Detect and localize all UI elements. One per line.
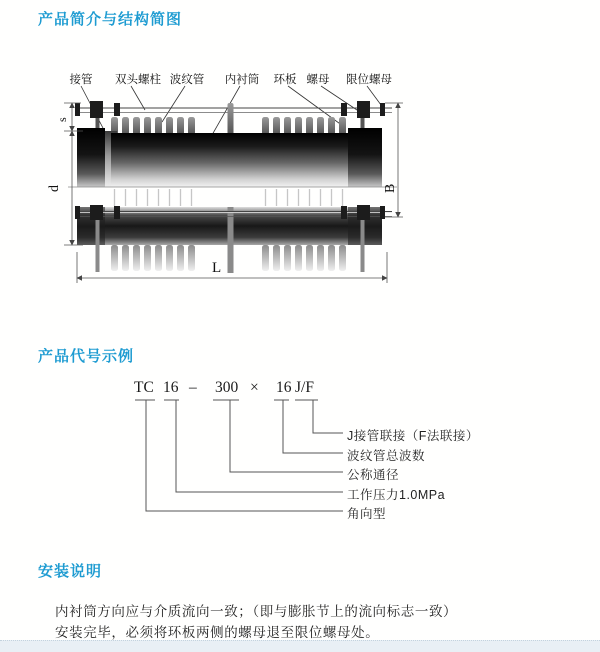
- install-instruction-1: 内衬筒方向应与介质流向一致；（即与膨胀节上的流向标志一致）: [55, 604, 458, 619]
- install-instruction-2: 安装完毕，必须将环板两侧的螺母退至限位螺母处。: [55, 625, 380, 640]
- page-bottom-strip: [0, 640, 600, 652]
- section-title-install: 安装说明: [38, 563, 103, 580]
- label-bellows: 波纹管: [169, 74, 205, 86]
- expansion-joint-structure-diagram: [35, 60, 465, 310]
- code-token-connection: J/F: [295, 379, 314, 396]
- dim-label-B: B: [383, 183, 398, 193]
- callout-angular-type: 角向型: [347, 507, 387, 521]
- dim-label-d: d: [47, 185, 62, 192]
- callout-nominal-diameter: 公称通径: [347, 468, 400, 482]
- interior-rib-lines: [115, 189, 343, 206]
- section-title-code: 产品代号示例: [38, 348, 135, 365]
- label-nut: 螺母: [306, 74, 330, 86]
- dimension-s: [64, 103, 83, 131]
- dim-label-L: L: [212, 260, 222, 276]
- code-token-times: ×: [250, 379, 259, 396]
- label-connecting-pipe: 接管: [69, 74, 93, 86]
- section-title-intro: 产品简介与结构简图: [38, 11, 183, 28]
- dim-label-s: s: [55, 117, 69, 122]
- label-limit-nut: 限位螺母: [346, 74, 392, 86]
- code-token-dash: –: [189, 379, 197, 396]
- code-callout-lines: [130, 396, 360, 516]
- code-token-type: TC: [134, 379, 154, 396]
- callout-wave-count: 波纹管总波数: [347, 449, 426, 463]
- code-token-diameter: 300: [215, 379, 239, 396]
- callout-working-pressure: 工作压力1.0MPa: [347, 488, 446, 502]
- code-token-pressure: 16: [163, 379, 179, 396]
- diagram-part-labels: [70, 72, 393, 86]
- label-stud-bolt: 双头螺柱: [115, 74, 161, 86]
- dimension-B: [385, 103, 403, 217]
- joint-body-upper: [77, 103, 382, 187]
- code-token-waves: 16: [276, 379, 292, 396]
- callout-connection: J接管联接（F法联接）: [347, 429, 479, 443]
- label-ring-plate: 环板: [273, 74, 297, 86]
- label-inner-liner: 内衬筒: [224, 74, 260, 86]
